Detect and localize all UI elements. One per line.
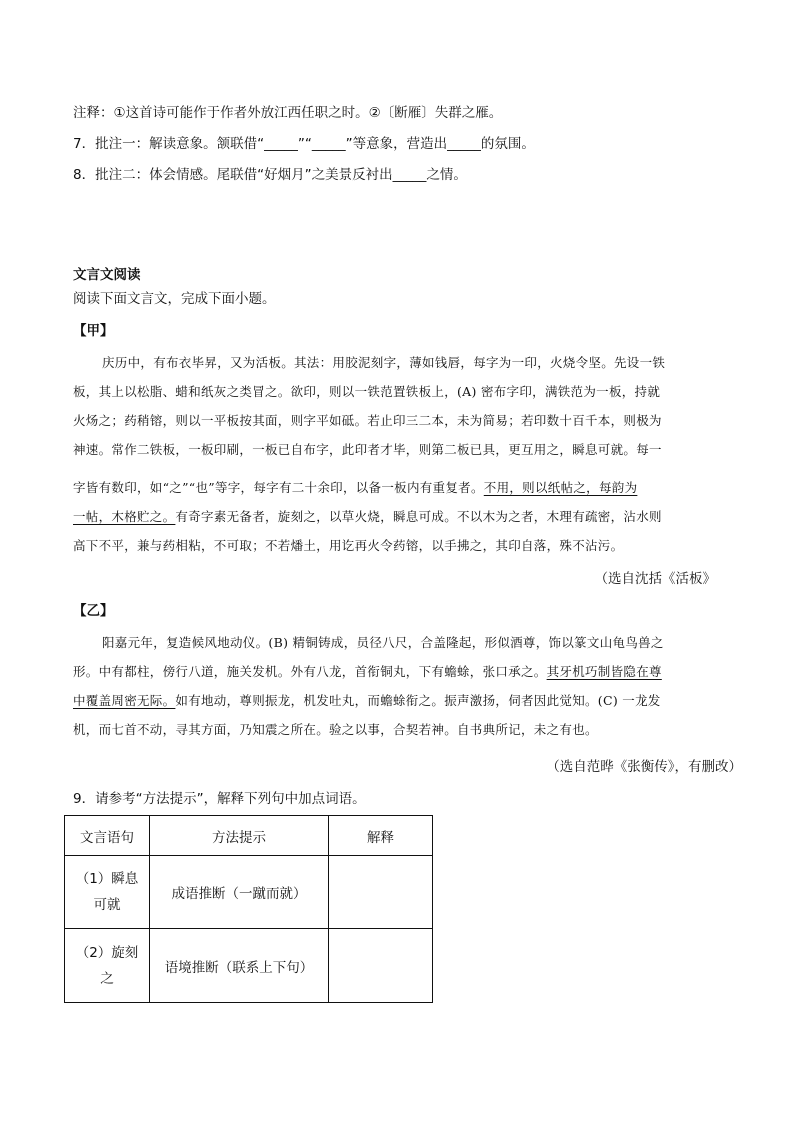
passage-yi-text: 如有地动，尊则振龙，机发吐丸，而蟾蜍衔之。振声激扬，伺者因此觉知。(C) 一龙发 bbox=[175, 693, 661, 708]
passage-yi-label: 【乙】 bbox=[73, 603, 114, 619]
passage-jia-label: 【甲】 bbox=[73, 323, 114, 339]
passage-jia-source: （选自沈括《活板》 bbox=[594, 571, 716, 587]
underlined-sentence: 一帖，木格贮之。 bbox=[73, 509, 176, 524]
table-header-row bbox=[65, 816, 433, 856]
sentence-text: （2）旋刻 bbox=[75, 944, 139, 961]
passage-jia-line bbox=[73, 479, 637, 497]
answer-cell[interactable] bbox=[329, 856, 433, 929]
table-row bbox=[65, 856, 433, 929]
table-row bbox=[65, 929, 433, 1003]
passage-yi-text: 形。中有都柱，傍行八道，施关发机。外有八龙，首衔铜丸，下有蟾蜍，张口承之。 bbox=[73, 664, 547, 679]
underlined-sentence: 中覆盖周密无际。 bbox=[73, 693, 176, 708]
passage-yi-source: （选自范晔《张衡传》，有删改） bbox=[546, 759, 742, 775]
passage-jia-line: 神速。常作二铁板，一板印刷，一板已自布字，此印者才毕，则第二板已具，更互用之，瞬息可就。每一 bbox=[73, 442, 662, 457]
sentence-cell bbox=[65, 856, 150, 929]
passage-yi-line bbox=[73, 692, 661, 710]
passage-yi-line bbox=[73, 663, 662, 681]
sentence-text: 可就 bbox=[93, 897, 121, 913]
underlined-sentence: 不用，则以纸帖之，每韵为 bbox=[483, 480, 638, 495]
passage-jia-line: 高下不平，兼与药相粘，不可取；不若燔土，用讫再火令药镕，以手拂之，其印自落，殊不沾污。 bbox=[73, 538, 624, 553]
table-header: 方法提示 bbox=[150, 816, 329, 856]
answer-table bbox=[64, 815, 433, 1003]
sentence-text: 之 bbox=[100, 970, 114, 987]
passage-jia-line: 板，其上以松脂、蜡和纸灰之类冒之。欲印，则以一铁范置铁板上，(A) 密布字印，满铁范为一板，持就 bbox=[73, 384, 661, 399]
poem-annotation: 注释：①这首诗可能作于作者外放江西任职之时。②〔断雁〕失群之雁。 bbox=[73, 105, 503, 121]
sentence-text: （1）瞬息 bbox=[75, 871, 139, 887]
question-9: 9．请参考“方法提示”，解释下列句中加点词语。 bbox=[73, 791, 366, 807]
section-title: 文言文阅读 bbox=[73, 267, 141, 283]
passage-jia-text: 字皆有数印，如“之”“也”等字，每字有二十余印，以备一板内有重复者。 bbox=[73, 480, 484, 495]
sentence-cell bbox=[65, 929, 150, 1003]
table-header: 解释 bbox=[329, 816, 433, 856]
passage-jia-line: 火炀之；药稍镕，则以一平板按其面，则字平如砥。若止印三二本，未为简易；若印数十百千本，则极为 bbox=[73, 413, 662, 428]
table-header: 文言语句 bbox=[65, 816, 150, 856]
method-cell: 语境推断（联系上下句） bbox=[150, 929, 329, 1003]
underlined-sentence: 其牙机巧制皆隐在尊 bbox=[546, 664, 662, 679]
passage-yi-line: 阳嘉元年，复造候风地动仪。(B) 精铜铸成，员径八尺，合盖隆起，形似酒尊，饰以篆文山龟鸟兽之 bbox=[102, 635, 664, 650]
passage-jia-line: 庆历中，有布衣毕昇，又为活板。其法：用胶泥刻字，薄如钱唇，每字为一印，火烧令坚。先设一铁 bbox=[102, 355, 666, 370]
method-cell: 成语推断（一蹴而就） bbox=[150, 856, 329, 929]
question-8: 8．批注二：体会情感。尾联借“好烟月”之美景反衬出_____之情。 bbox=[73, 167, 467, 183]
answer-cell[interactable] bbox=[329, 929, 433, 1003]
passage-jia-text: 有奇字素无备者，旋刻之，以草火烧，瞬息可成。不以木为之者，木理有疏密，沾水则 bbox=[175, 509, 662, 524]
question-7: 7．批注一：解读意象。颔联借“_____”“_____”等意象，营造出_____的氛围。 bbox=[73, 136, 535, 152]
passage-yi-line: 机，而七首不动，寻其方面，乃知震之所在。验之以事，合契若神。自书典所记，未之有也。 bbox=[73, 722, 598, 737]
section-instruction: 阅读下面文言文，完成下面小题。 bbox=[73, 291, 276, 307]
passage-jia-line bbox=[73, 508, 662, 526]
